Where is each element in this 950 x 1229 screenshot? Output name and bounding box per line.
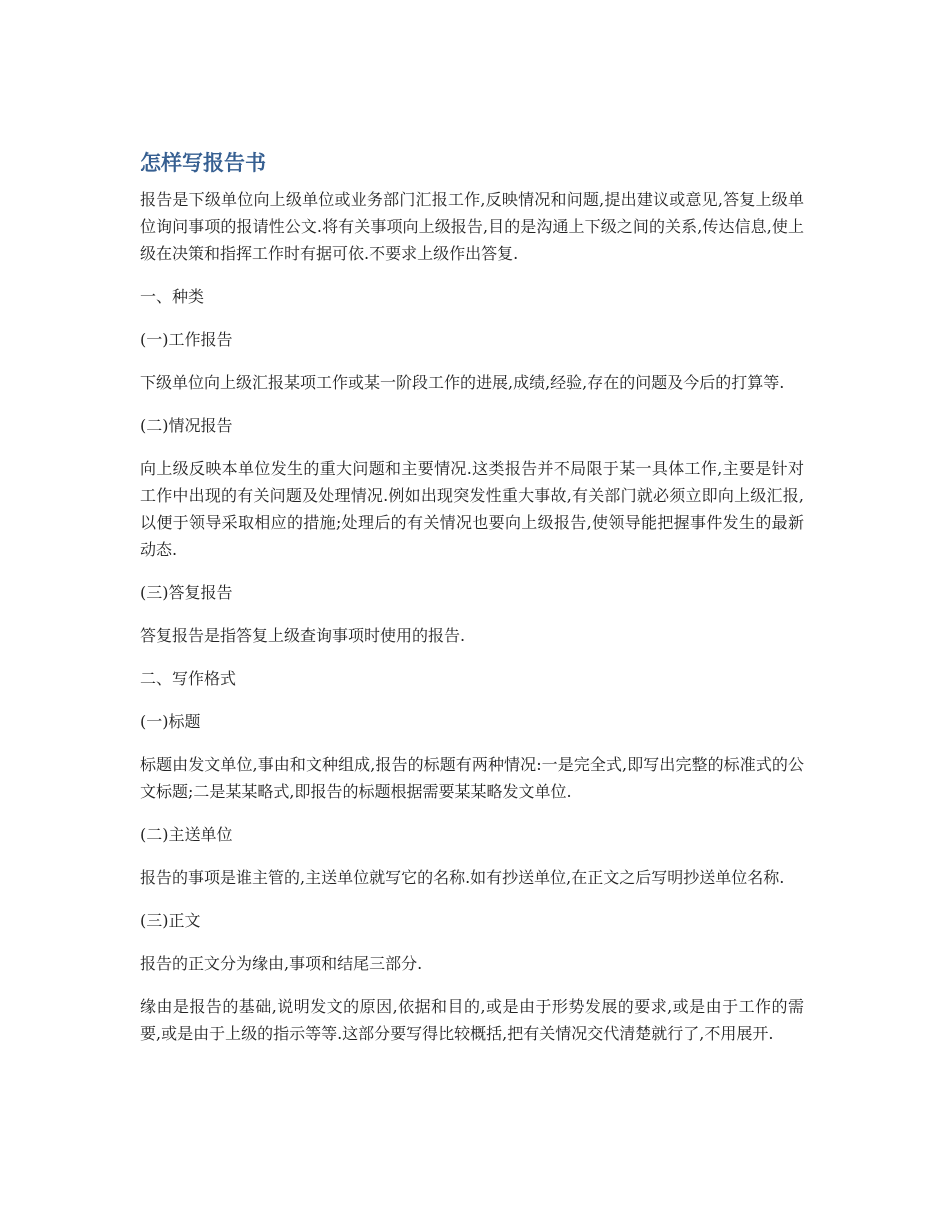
section-heading-format: 二、写作格式	[140, 669, 237, 688]
paragraph-reply-report: 答复报告是指答复上级查询事项时使用的报告.	[140, 626, 466, 645]
paragraph-title: 标题由发文单位,事由和文种组成,报告的标题有两种情况:一是完全式,即写出完整的标准式的公文标题;二是某某略式,即报告的标题根据需要某某略发文单位.	[140, 755, 804, 801]
paragraph-reason: 缘由是报告的基础,说明发文的原因,依据和目的,或是由于形势发展的要求,或是由于工作的需要,或是由于上级的指示等等.这部分要写得比较概括,把有关情况交代清楚就行了,不用展开.	[140, 997, 804, 1043]
paragraph-recipient: 报告的事项是谁主管的,主送单位就写它的名称.如有抄送单位,在正文之后写明抄送单位名称.	[140, 868, 785, 887]
intro-paragraph: 报告是下级单位向上级单位或业务部门汇报工作,反映情况和问题,提出建议或意见,答复上级单位询问事项的报请性公文.将有关事项向上级报告,目的是沟通上下级之间的关系,传达信息,使上级在决策和指挥工作时有据可依.不要求上级作出答复.	[140, 190, 804, 263]
document-page	[140, 146, 804, 1063]
subheading-recipient: (二)主送单位	[140, 825, 233, 844]
section-heading-types: 一、种类	[140, 287, 205, 306]
paragraph-work-report: 下级单位向上级汇报某项工作或某一阶段工作的进展,成绩,经验,存在的问题及今后的打算等.	[140, 373, 785, 392]
subheading-title: (一)标题	[140, 712, 201, 731]
subheading-situation-report: (二)情况报告	[140, 416, 233, 435]
subheading-work-report: (一)工作报告	[140, 330, 233, 349]
subheading-body: (三)正文	[140, 911, 201, 930]
document-title: 怎样写报告书	[140, 151, 266, 175]
paragraph-body-parts: 报告的正文分为缘由,事项和结尾三部分.	[140, 954, 423, 973]
subheading-reply-report: (三)答复报告	[140, 583, 233, 602]
paragraph-situation-report: 向上级反映本单位发生的重大问题和主要情况.这类报告并不局限于某一具体工作,主要是针对工作中出现的有关问题及处理情况.例如出现突发性重大事故,有关部门就必须立即向上级汇报,以便于领导采取相应的措施;处理后的有关情况也要向上级报告,使领导能把握事件发生的最新动态.	[140, 459, 804, 559]
